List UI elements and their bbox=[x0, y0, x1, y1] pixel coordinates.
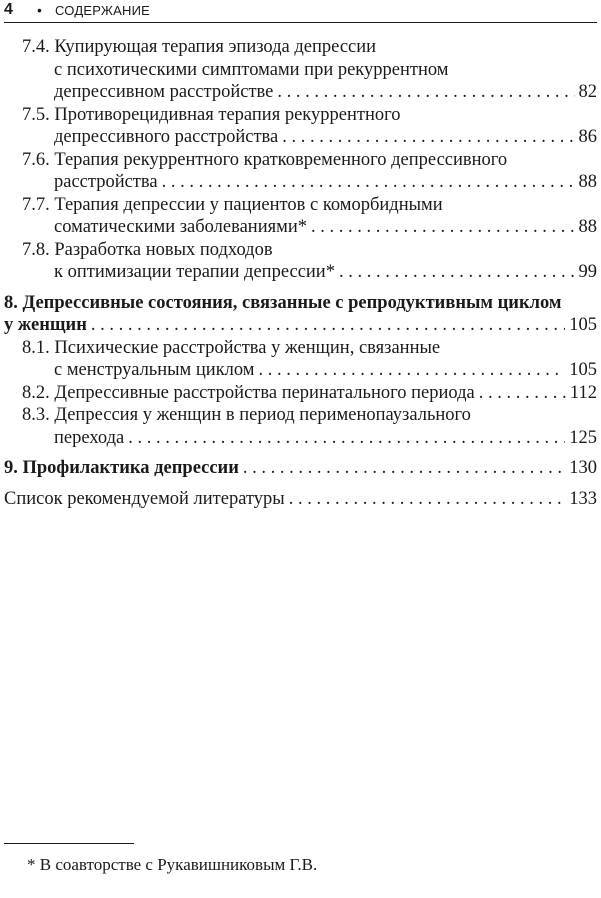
dot-leader bbox=[87, 314, 565, 337]
toc-entry-text: соматическими заболеваниями* bbox=[54, 217, 307, 237]
toc-entry-text: Список рекомендуемой литературы bbox=[4, 488, 285, 509]
toc-entry bbox=[0, 292, 601, 337]
toc-entry bbox=[0, 104, 601, 149]
toc-page-number: 130 bbox=[569, 458, 597, 478]
toc-entry-text: 8. Депрессивные состояния, связанные с репродуктивным циклом bbox=[4, 292, 562, 313]
toc-entry-line bbox=[22, 36, 601, 59]
toc-entry-line bbox=[22, 104, 601, 127]
dot-leader bbox=[285, 488, 566, 511]
table-of-contents bbox=[0, 36, 601, 510]
dot-leader bbox=[335, 261, 575, 284]
toc-page-number: 88 bbox=[578, 217, 597, 237]
toc-entry-line bbox=[22, 359, 601, 382]
footnote-divider bbox=[4, 843, 134, 844]
toc-page-number: 88 bbox=[578, 172, 597, 192]
toc-entry bbox=[0, 457, 601, 480]
toc-entry-text: расстройства bbox=[54, 172, 158, 192]
toc-entry-text: 9. Профилактика депрессии bbox=[4, 458, 239, 478]
toc-page-number: 82 bbox=[578, 82, 597, 102]
toc-entry-text: с психотическими симптомами при рекуррентном bbox=[54, 59, 449, 80]
toc-entry-line bbox=[22, 81, 601, 104]
toc-entry-line bbox=[4, 314, 601, 337]
footnote: * В соавторстве с Рукавишниковым Г.В. bbox=[27, 855, 318, 874]
toc-entry-text: депрессивном расстройстве bbox=[54, 82, 274, 102]
toc-page-number: 112 bbox=[569, 382, 597, 403]
toc-entry bbox=[0, 149, 601, 194]
toc-page-number: 125 bbox=[569, 427, 597, 448]
toc-entry bbox=[0, 36, 601, 104]
toc-entry bbox=[0, 239, 601, 284]
dot-leader bbox=[307, 216, 575, 239]
toc-entry-text: 7.4. Купирующая терапия эпизода депрессии bbox=[22, 37, 377, 57]
toc-entry-line bbox=[22, 194, 601, 217]
toc-entry-text: депрессивного расстройства bbox=[54, 127, 279, 147]
running-header bbox=[4, 0, 597, 23]
toc-entry-text: перехода bbox=[54, 427, 125, 448]
toc-entry-text: у женщин bbox=[4, 315, 87, 335]
toc-entry-text: с менструальным циклом bbox=[54, 360, 255, 380]
toc-entry-text: 7.6. Терапия рекуррентного кратковременного депрессивного bbox=[22, 149, 508, 170]
toc-entry-text: 8.1. Психические расстройства у женщин, связанные bbox=[22, 337, 441, 358]
dot-leader bbox=[255, 359, 566, 382]
toc-entry-line bbox=[22, 261, 601, 284]
page-number: 4 bbox=[4, 1, 13, 18]
toc-entry-line bbox=[22, 382, 601, 405]
toc-page-number: 105 bbox=[569, 360, 597, 380]
toc-entry-line bbox=[4, 292, 601, 315]
toc-entry-line bbox=[4, 457, 601, 480]
toc-entry bbox=[0, 337, 601, 382]
toc-entry-text: 7.7. Терапия депрессии у пациентов с коморбидными bbox=[22, 194, 443, 215]
toc-entry-text: 8.2. Депрессивные расстройства перинатального периода bbox=[22, 382, 475, 403]
toc-entry-line bbox=[22, 404, 601, 427]
toc-entry-line bbox=[22, 216, 601, 239]
toc-entry bbox=[0, 404, 601, 449]
dot-leader bbox=[158, 171, 575, 194]
toc-page-number: 86 bbox=[578, 127, 597, 147]
toc-entry-text: к оптимизации терапии депрессии* bbox=[54, 262, 335, 282]
toc-entry-line bbox=[22, 126, 601, 149]
dot-leader bbox=[475, 382, 566, 405]
toc-entry-text: 8.3. Депрессия у женщин в период перименопаузального bbox=[22, 405, 471, 425]
toc-entry-line bbox=[22, 149, 601, 172]
header-bullet: • bbox=[37, 2, 42, 18]
toc-page-number: 133 bbox=[569, 488, 597, 509]
toc-entry-line bbox=[22, 427, 601, 450]
dot-leader bbox=[273, 81, 574, 104]
section-title: СОДЕРЖАНИЕ bbox=[55, 3, 151, 18]
toc-entry bbox=[0, 382, 601, 405]
toc-page-number: 105 bbox=[569, 315, 597, 335]
dot-leader bbox=[124, 427, 565, 450]
toc-page-number: 99 bbox=[578, 262, 597, 282]
toc-entry bbox=[0, 488, 601, 511]
toc-entry-text: 7.5. Противорецидивная терапия рекуррентного bbox=[22, 104, 401, 125]
toc-entry bbox=[0, 194, 601, 239]
toc-entry-line bbox=[22, 59, 601, 82]
toc-entry-text: 7.8. Разработка новых подходов bbox=[22, 239, 273, 260]
toc-entry-line bbox=[22, 171, 601, 194]
toc-entry-line bbox=[4, 488, 601, 511]
dot-leader bbox=[278, 126, 574, 149]
dot-leader bbox=[239, 457, 565, 480]
toc-entry-line bbox=[22, 337, 601, 360]
toc-entry-line bbox=[22, 239, 601, 262]
